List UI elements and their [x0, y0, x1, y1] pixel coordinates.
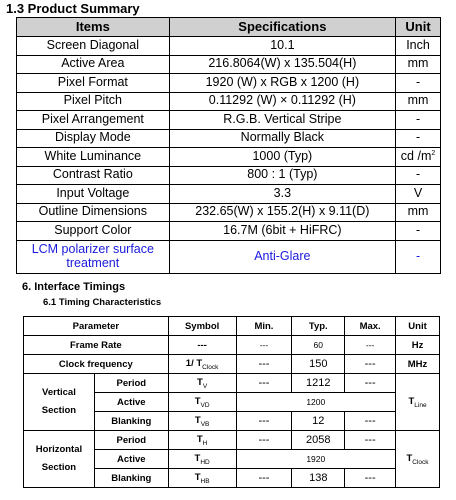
header-min: Min.	[236, 317, 292, 336]
min-cell: ---	[236, 431, 292, 450]
item-cell: Support Color	[17, 222, 170, 241]
section-title-interface-timings: 6. Interface Timings	[22, 281, 126, 293]
symbol-subscript: Clock	[202, 363, 219, 371]
table-row	[17, 240, 441, 273]
typ-cell: 138	[292, 469, 345, 488]
spec-cell: 232.65(W) x 155.2(H) x 9.11(D)	[169, 203, 395, 222]
table-row	[17, 92, 441, 111]
param-period: Period	[94, 431, 168, 450]
typ-cell: 12	[292, 412, 345, 431]
param-period: Period	[94, 374, 168, 393]
param-active: Active	[94, 393, 168, 412]
min-cell: ---	[236, 355, 292, 374]
table-row	[17, 111, 441, 130]
typ-cell: 150	[292, 355, 345, 374]
group-horizontal-section: Horizontal Section	[24, 431, 95, 488]
item-cell: Outline Dimensions	[17, 203, 170, 222]
header-specifications: Specifications	[169, 18, 395, 37]
unit-cell: -	[396, 222, 441, 241]
spec-cell: 216.8064(W) x 135.504(H)	[169, 55, 395, 74]
symbol-text: T	[194, 471, 201, 483]
header-unit: Unit	[396, 317, 440, 336]
section-title-product-summary: 1.3 Product Summary	[6, 1, 140, 16]
header-items: Items	[17, 18, 170, 37]
header-max: Max.	[345, 317, 396, 336]
group-vertical-section: Vertical Section	[24, 374, 95, 431]
typ-cell: 1212	[292, 374, 345, 393]
symbol-cell	[168, 412, 236, 431]
symbol-subscript: HD	[200, 458, 210, 466]
spec-cell: 3.3	[169, 185, 395, 204]
min-cell: ---	[236, 412, 292, 431]
item-cell: Screen Diagonal	[17, 37, 170, 56]
spec-cell: 1000 (Typ)	[169, 148, 395, 167]
param-blanking: Blanking	[94, 469, 168, 488]
unit-cell: -	[396, 111, 441, 130]
subsection-title-timing-characteristics: 6.1 Timing Characteristics	[43, 297, 162, 308]
table-row	[17, 166, 441, 185]
symbol-subscript: H	[202, 439, 208, 447]
unit-subscript: Line	[414, 401, 427, 409]
typ-cell: 60	[292, 336, 345, 355]
table-row	[24, 374, 440, 393]
unit-exponent: 2	[431, 149, 436, 157]
max-cell: ---	[345, 431, 396, 450]
spec-cell: 0.11292 (W) × 0.11292 (H)	[169, 92, 395, 111]
unit-cell	[396, 374, 440, 431]
symbol-text: 1/ T	[185, 357, 203, 369]
max-cell: ---	[345, 355, 396, 374]
table-row	[17, 185, 441, 204]
timing-characteristics-table	[23, 316, 440, 488]
max-cell: ---	[345, 412, 396, 431]
unit-cell: MHz	[396, 355, 440, 374]
item-cell: White Luminance	[17, 148, 170, 167]
param-blanking: Blanking	[94, 412, 168, 431]
min-cell: ---	[236, 336, 292, 355]
symbol-subscript: HB	[200, 477, 210, 485]
item-cell: Input Voltage	[17, 185, 170, 204]
spec-cell: Anti-Glare	[169, 240, 395, 273]
unit-cell	[396, 148, 441, 167]
unit-cell: -	[396, 129, 441, 148]
symbol-text: T	[196, 433, 203, 445]
product-summary-table	[16, 17, 441, 274]
table-row	[17, 55, 441, 74]
symbol-text: T	[197, 376, 203, 388]
symbol-text: T	[194, 452, 201, 464]
spec-cell: 1920 (W) x RGB x 1200 (H)	[169, 74, 395, 93]
item-cell: Pixel Pitch	[17, 92, 170, 111]
symbol-subscript: V	[202, 382, 208, 390]
spec-cell: 10.1	[169, 37, 395, 56]
table-row	[24, 336, 440, 355]
header-parameter: Parameter	[24, 317, 169, 336]
item-cell: Pixel Format	[17, 74, 170, 93]
symbol-subscript: VB	[200, 420, 210, 428]
unit-cell: mm	[396, 203, 441, 222]
symbol-cell	[168, 393, 236, 412]
symbol-text: T	[194, 414, 201, 426]
header-unit: Unit	[396, 18, 441, 37]
param-clock-frequency: Clock frequency	[24, 355, 169, 374]
item-cell: Active Area	[17, 55, 170, 74]
table-row	[24, 431, 440, 450]
symbol-subscript: VD	[200, 401, 210, 409]
param-frame-rate: Frame Rate	[24, 336, 169, 355]
item-cell: Contrast Ratio	[17, 166, 170, 185]
symbol-cell	[168, 469, 236, 488]
symbol-cell	[168, 355, 236, 374]
min-cell: ---	[236, 469, 292, 488]
unit-cell: mm	[396, 92, 441, 111]
table-row	[17, 74, 441, 93]
spec-cell: Normally Black	[169, 129, 395, 148]
header-typ: Typ.	[292, 317, 345, 336]
unit-cell: -	[396, 166, 441, 185]
table-header-row	[24, 317, 440, 336]
unit-cell: Inch	[396, 37, 441, 56]
item-cell: LCM polarizer surface treatment	[17, 240, 170, 273]
unit-cell: mm	[396, 55, 441, 74]
table-row	[17, 148, 441, 167]
value-cell: 1200	[236, 393, 396, 412]
symbol-text: T	[194, 395, 201, 407]
unit-cell: V	[396, 185, 441, 204]
unit-cell: Hz	[396, 336, 440, 355]
header-symbol: Symbol	[168, 317, 236, 336]
param-active: Active	[94, 450, 168, 469]
unit-cell	[396, 431, 440, 488]
table-row	[24, 355, 440, 374]
table-row	[17, 129, 441, 148]
unit-cell: -	[396, 240, 441, 273]
unit-text: T	[408, 395, 415, 407]
table-row	[17, 222, 441, 241]
max-cell: ---	[345, 374, 396, 393]
spec-cell: R.G.B. Vertical Stripe	[169, 111, 395, 130]
unit-text: cd /m	[400, 148, 432, 163]
symbol-cell	[168, 431, 236, 450]
min-cell: ---	[236, 374, 292, 393]
unit-cell: -	[396, 74, 441, 93]
unit-subscript: Clock	[412, 458, 429, 466]
spec-cell: 16.7M (6bit + HiFRC)	[169, 222, 395, 241]
typ-cell: 2058	[292, 431, 345, 450]
value-cell: 1920	[236, 450, 396, 469]
max-cell: ---	[345, 336, 396, 355]
symbol-cell	[168, 450, 236, 469]
table-header-row	[17, 18, 441, 37]
symbol-cell: ---	[168, 336, 236, 355]
table-row	[17, 37, 441, 56]
item-cell: Pixel Arrangement	[17, 111, 170, 130]
item-cell: Display Mode	[17, 129, 170, 148]
max-cell: ---	[345, 469, 396, 488]
spec-cell: 800 : 1 (Typ)	[169, 166, 395, 185]
symbol-cell	[168, 374, 236, 393]
table-row	[17, 203, 441, 222]
unit-text: T	[406, 452, 413, 464]
